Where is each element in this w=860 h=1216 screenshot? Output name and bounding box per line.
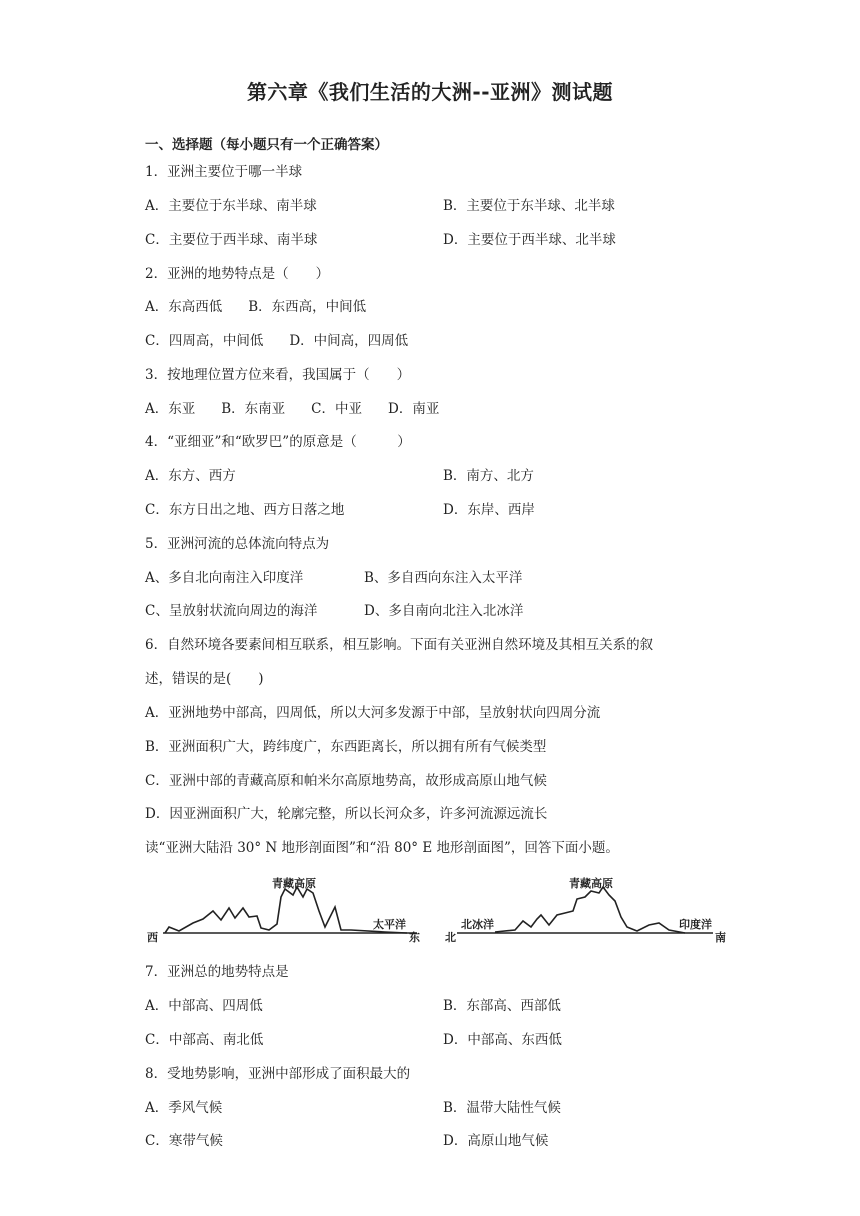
q8-option-d: D．高原山地气候 (443, 1133, 549, 1149)
q4-option-c: C．东方日出之地、西方日落之地 (145, 502, 345, 518)
q7-stem: 7．亚洲总的地势特点是 (145, 964, 289, 980)
q2-option-d: D．中间高，四周低 (289, 333, 409, 349)
q3-options (145, 400, 439, 418)
q6-stem-line2: 述，错误的是( ) (145, 671, 264, 687)
q8-option-a: A．季风气候 (145, 1100, 223, 1116)
q3-stem: 3．按地理位置方位来看，我国属于（ ） (145, 367, 411, 383)
terrain-profile-figures (145, 875, 735, 945)
profile-80e (445, 876, 726, 944)
profile-80e-plateau-label: 青藏高原 (569, 877, 613, 890)
q5-option-c: C、呈放射状流向周边的海洋 (145, 603, 318, 619)
section-heading: 一、选择题（每小题只有一个正确答案） (145, 137, 388, 153)
q5-stem: 5．亚洲河流的总体流向特点为 (145, 536, 330, 552)
q6-option-c: C．亚洲中部的青藏高原和帕米尔高原地势高，故形成高原山地气候 (145, 773, 547, 789)
q1-option-a: A．主要位于东半球、南半球 (145, 198, 317, 214)
profile-30n (147, 876, 420, 944)
q4-stem: 4．“亚细亚”和“欧罗巴”的原意是（ ） (145, 434, 411, 450)
profile-80e-terrain-line (495, 887, 685, 933)
q7-option-d: D．中部高、东西低 (443, 1032, 562, 1048)
profile-80e-indian-label: 印度洋 (679, 918, 712, 931)
profile-30n-ocean-label: 太平洋 (373, 918, 406, 931)
q2-option-a: A．东高西低 (145, 299, 223, 315)
q2-options-ab (145, 298, 366, 316)
q5-option-b: B、多自西向东注入太平洋 (364, 570, 523, 586)
q3-option-b: B．东南亚 (221, 401, 286, 417)
q7-option-b: B．东部高、西部低 (443, 998, 561, 1014)
q2-options-cd (145, 332, 408, 350)
q6-option-b: B．亚洲面积广大，跨纬度广，东西距离长，所以拥有所有气候类型 (145, 739, 547, 755)
q1-option-b: B．主要位于东半球、北半球 (443, 198, 615, 214)
q8-option-c: C．寒带气候 (145, 1133, 223, 1149)
profile-80e-south-label: 南 (715, 931, 726, 944)
profile-30n-west-label: 西 (147, 931, 158, 944)
q4-option-b: B．南方、北方 (443, 468, 534, 484)
profile-30n-east-label: 东 (409, 931, 420, 944)
q3-option-a: A．东亚 (145, 401, 196, 417)
q7-option-a: A．中部高、四周低 (145, 998, 263, 1014)
profile-80e-north-label: 北 (445, 931, 456, 944)
profile-30n-terrain-line (165, 887, 407, 933)
q4-option-d: D．东岸、西岸 (443, 502, 535, 518)
q7-option-c: C．中部高、南北低 (145, 1032, 264, 1048)
q1-option-c: C．主要位于西半球、南半球 (145, 232, 318, 248)
q2-option-c: C．四周高，中间低 (145, 333, 264, 349)
q6-option-a: A．亚洲地势中部高，四周低，所以大河多发源于中部，呈放射状向四周分流 (145, 705, 601, 721)
q6-stem-line1: 6．自然环境各要素间相互联系，相互影响。下面有关亚洲自然环境及其相互关系的叙 (145, 637, 654, 653)
q2-stem: 2．亚洲的地势特点是（ ） (145, 266, 330, 282)
q8-option-b: B．温带大陆性气候 (443, 1100, 561, 1116)
q3-option-c: C．中亚 (311, 401, 363, 417)
q2-option-b: B．东西高，中间低 (248, 299, 367, 315)
page-title: 第六章《我们生活的大洲--亚洲》测试题 (246, 80, 614, 104)
profile-80e-arctic-label: 北冰洋 (461, 918, 494, 931)
profile-30n-plateau-label: 青藏高原 (272, 877, 316, 890)
read-instruction: 读“亚洲大陆沿 30° N 地形剖面图”和“沿 80° E 地形剖面图”，回答下面小题。 (145, 840, 619, 856)
q8-stem: 8．受地势影响，亚洲中部形成了面积最大的 (145, 1066, 411, 1082)
q1-stem: 1．亚洲主要位于哪一半球 (145, 164, 303, 180)
q4-option-a: A．东方、西方 (145, 468, 236, 484)
q1-option-d: D．主要位于西半球、北半球 (443, 232, 616, 248)
q5-option-d: D、多自南向北注入北冰洋 (364, 603, 524, 619)
q5-option-a: A、多自北向南注入印度洋 (145, 570, 304, 586)
q6-option-d: D．因亚洲面积广大，轮廓完整，所以长河众多，许多河流源远流长 (145, 806, 548, 822)
q3-option-d: D．南亚 (388, 401, 440, 417)
